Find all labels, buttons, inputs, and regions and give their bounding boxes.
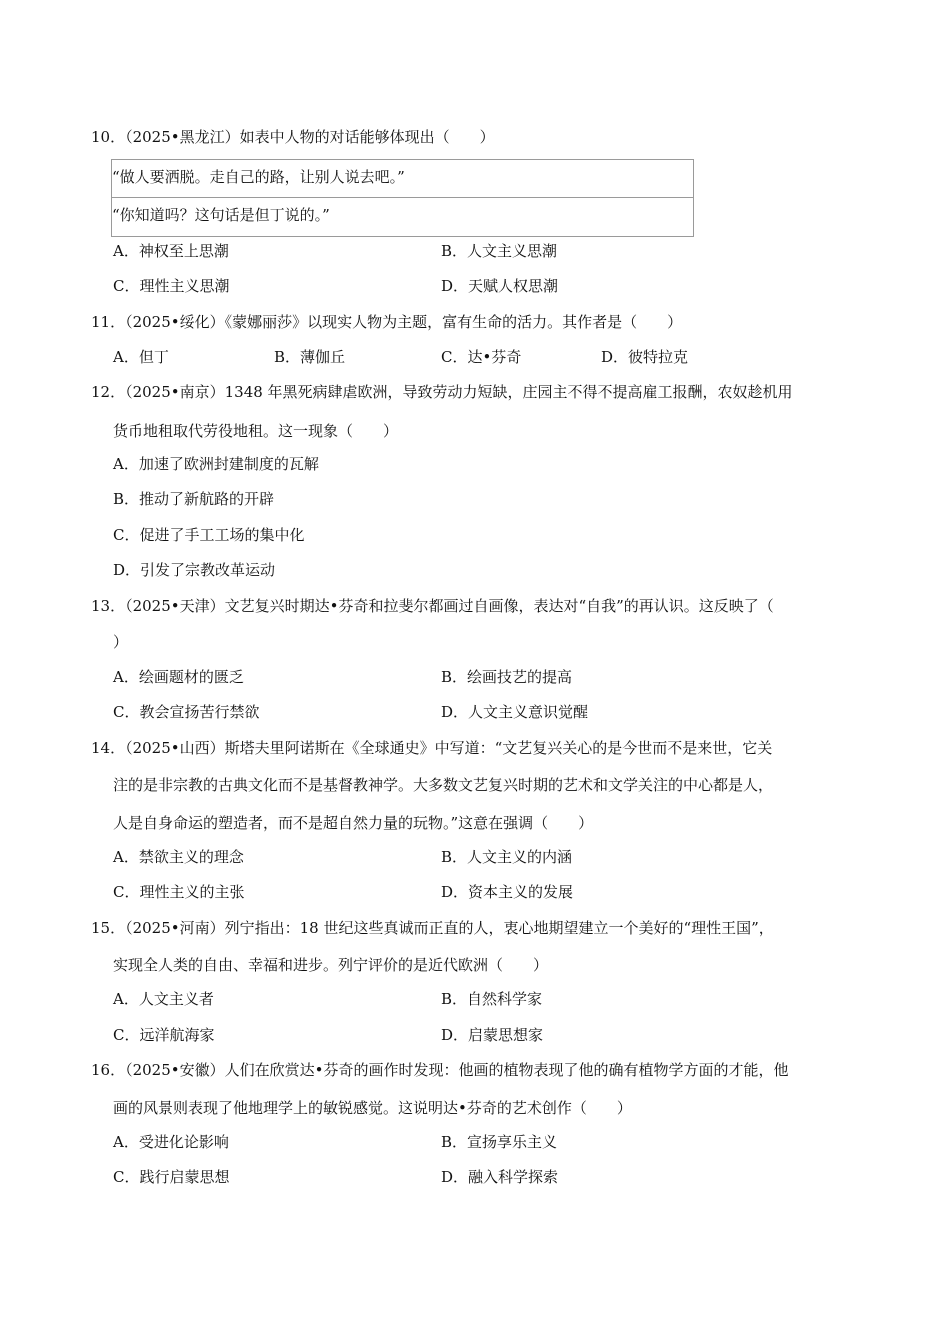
option-a[interactable]: A．受进化论影响 (113, 1133, 229, 1151)
option-c[interactable]: C．远洋航海家 (113, 1026, 215, 1044)
option-c[interactable]: C．践行启蒙思想 (113, 1168, 230, 1186)
question-number: 10． (91, 128, 126, 146)
option-d[interactable]: D．彼特拉克 (601, 348, 689, 366)
question-number: 11． (91, 313, 126, 331)
question-text: （2025•绥化）《蒙娜丽莎》以现实人物为主题，富有生命的活力。其作者是（ ） (125, 313, 683, 331)
option-b[interactable]: B．绘画技艺的提高 (441, 668, 573, 686)
option-c[interactable]: C．教会宣扬苦行禁欲 (113, 703, 260, 721)
option-a[interactable]: A．人文主义者 (113, 990, 214, 1008)
option-b[interactable]: B．宣扬享乐主义 (441, 1133, 558, 1151)
option-c[interactable]: C．促进了手工工场的集中化 (113, 526, 305, 544)
question-text-continued: 人是自身命运的塑造者，而不是超自然力量的玩物。”这意在强调（ ） (113, 814, 594, 832)
option-a[interactable]: A．神权至上思潮 (113, 242, 229, 260)
table-cell: “做人要洒脱。走自己的路，让别人说去吧。” (112, 168, 405, 186)
question-11-stem (91, 312, 682, 332)
option-b[interactable]: B．推动了新航路的开辟 (113, 490, 275, 508)
table-cell: “你知道吗？这句话是但丁说的。” (112, 206, 330, 224)
option-d[interactable]: D．人文主义意识觉醒 (441, 703, 589, 721)
question-number: 15． (91, 919, 126, 937)
question-text-continued: 画的风景则表现了他地理学上的敏锐感觉。这说明达•芬奇的艺术创作（ ） (113, 1099, 632, 1117)
option-d[interactable]: D．天赋人权思潮 (441, 277, 559, 295)
question-16-stem (91, 1060, 788, 1080)
question-12-stem (91, 382, 793, 402)
question-number: 12． (91, 383, 126, 401)
question-text-continued: 货币地租取代劳役地租。这一现象（ ） (113, 422, 399, 440)
question-number: 14． (91, 739, 126, 757)
question-text-continued: 注的是非宗教的古典文化而不是基督教神学。大多数文艺复兴时期的艺术和文学关注的中心都是人， (113, 776, 774, 794)
question-text: （2025•山西）斯塔夫里阿诺斯在《全球通史》中写道：“文艺复兴关心的是今世而不是来世，它关 (125, 739, 773, 757)
question-number: 16． (91, 1061, 126, 1079)
option-c[interactable]: C．理性主义思潮 (113, 277, 230, 295)
option-a[interactable]: A．绘画题材的匮乏 (113, 668, 244, 686)
option-a[interactable]: A．加速了欧洲封建制度的瓦解 (113, 455, 319, 473)
option-b[interactable]: B．自然科学家 (441, 990, 543, 1008)
option-c[interactable]: C．达•芬奇 (441, 348, 522, 366)
question-14-stem (91, 738, 772, 758)
option-b[interactable]: B．薄伽丘 (274, 348, 346, 366)
option-d[interactable]: D．融入科学探索 (441, 1168, 559, 1186)
option-b[interactable]: B．人文主义的内涵 (441, 848, 573, 866)
question-text-continued: ） (113, 633, 129, 651)
question-13-stem (91, 596, 774, 616)
option-b[interactable]: B．人文主义思潮 (441, 242, 558, 260)
question-text: （2025•南京）1348 年黑死病肆虐欧洲，导致劳动力短缺，庄园主不得不提高雇工报酬，农奴趁机用 (125, 383, 793, 401)
question-10-stem (91, 127, 495, 147)
option-d[interactable]: D．启蒙思想家 (441, 1026, 544, 1044)
question-text-continued: 实现全人类的自由、幸福和进步。列宁评价的是近代欧洲（ ） (113, 956, 549, 974)
option-d[interactable]: D．资本主义的发展 (441, 883, 574, 901)
question-text: （2025•黑龙江）如表中人物的对话能够体现出（ ） (125, 128, 495, 146)
question-text: （2025•安徽）人们在欣赏达•芬奇的画作时发现：他画的植物表现了他的确有植物学方面的才能，他 (125, 1061, 789, 1079)
table-row (112, 198, 693, 236)
option-a[interactable]: A．禁欲主义的理念 (113, 848, 244, 866)
quote-table (111, 159, 694, 237)
question-text: （2025•河南）列宁指出：18 世纪这些真诚而正直的人，衷心地期望建立一个美好的“理性王国”， (125, 919, 774, 937)
question-text: （2025•天津）文艺复兴时期达•芬奇和拉斐尔都画过自画像，表达对“自我”的再认识。这反映了（ (125, 597, 774, 615)
option-c[interactable]: C．理性主义的主张 (113, 883, 245, 901)
question-number: 13． (91, 597, 126, 615)
option-d[interactable]: D．引发了宗教改革运动 (113, 561, 276, 579)
question-15-stem (91, 918, 774, 938)
table-row (112, 160, 693, 198)
option-a[interactable]: A．但丁 (113, 348, 169, 366)
